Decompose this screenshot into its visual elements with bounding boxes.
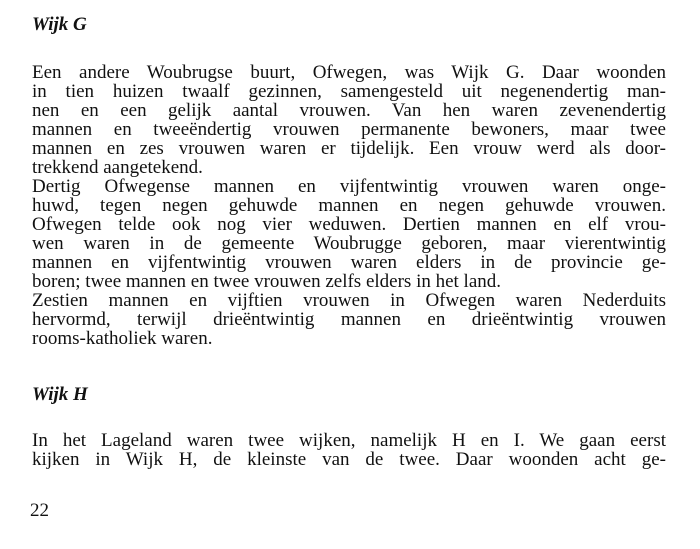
text-line: mannen en zes vrouwen waren er tijdelijk. Een vrouw werd als door-: [32, 138, 666, 159]
text-line: Dertig Ofwegense mannen en vijfentwintig vrouwen waren onge-: [32, 176, 666, 197]
text-line: Ofwegen telde ook nog vier weduwen. Dertien mannen en elf vrou-: [32, 214, 666, 235]
paragraph-wijk-g: [32, 63, 666, 348]
text-line: nen en een gelijk aantal vrouwen. Van hen waren zevenendertig: [32, 100, 666, 121]
text-line: hervormd, terwijl drieëntwintig mannen en drieëntwintig vrouwen: [32, 309, 666, 330]
section-heading-wijk-g: Wijk G: [32, 14, 87, 35]
page-number: 22: [30, 500, 49, 521]
text-line: in tien huizen twaalf gezinnen, samengesteld uit negenendertig man-: [32, 81, 666, 102]
text-line: huwd, tegen negen gehuwde mannen en negen gehuwde vrouwen.: [32, 195, 666, 216]
section-heading-wijk-h: Wijk H: [32, 384, 88, 405]
text-line: kijken in Wijk H, de kleinste van de twee. Daar woonden acht ge-: [32, 449, 666, 470]
text-line: mannen en tweeëndertig vrouwen permanente bewoners, maar twee: [32, 119, 666, 140]
text-line: mannen en vijfentwintig vrouwen waren elders in de provincie ge-: [32, 252, 666, 273]
text-line: Zestien mannen en vijftien vrouwen in Ofwegen waren Nederduits: [32, 290, 666, 311]
text-line: trekkend aangetekend.: [32, 157, 203, 178]
paragraph-wijk-h: [32, 431, 666, 469]
text-line: boren; twee mannen en twee vrouwen zelfs elders in het land.: [32, 271, 502, 292]
text-line: Een andere Woubrugse buurt, Ofwegen, was Wijk G. Daar woonden: [32, 62, 666, 83]
text-line: wen waren in de gemeente Woubrugge geboren, maar vierentwintig: [32, 233, 666, 254]
text-line: In het Lageland waren twee wijken, namelijk H en I. We gaan eerst: [32, 430, 666, 451]
text-line: rooms-katholiek waren.: [32, 328, 213, 349]
